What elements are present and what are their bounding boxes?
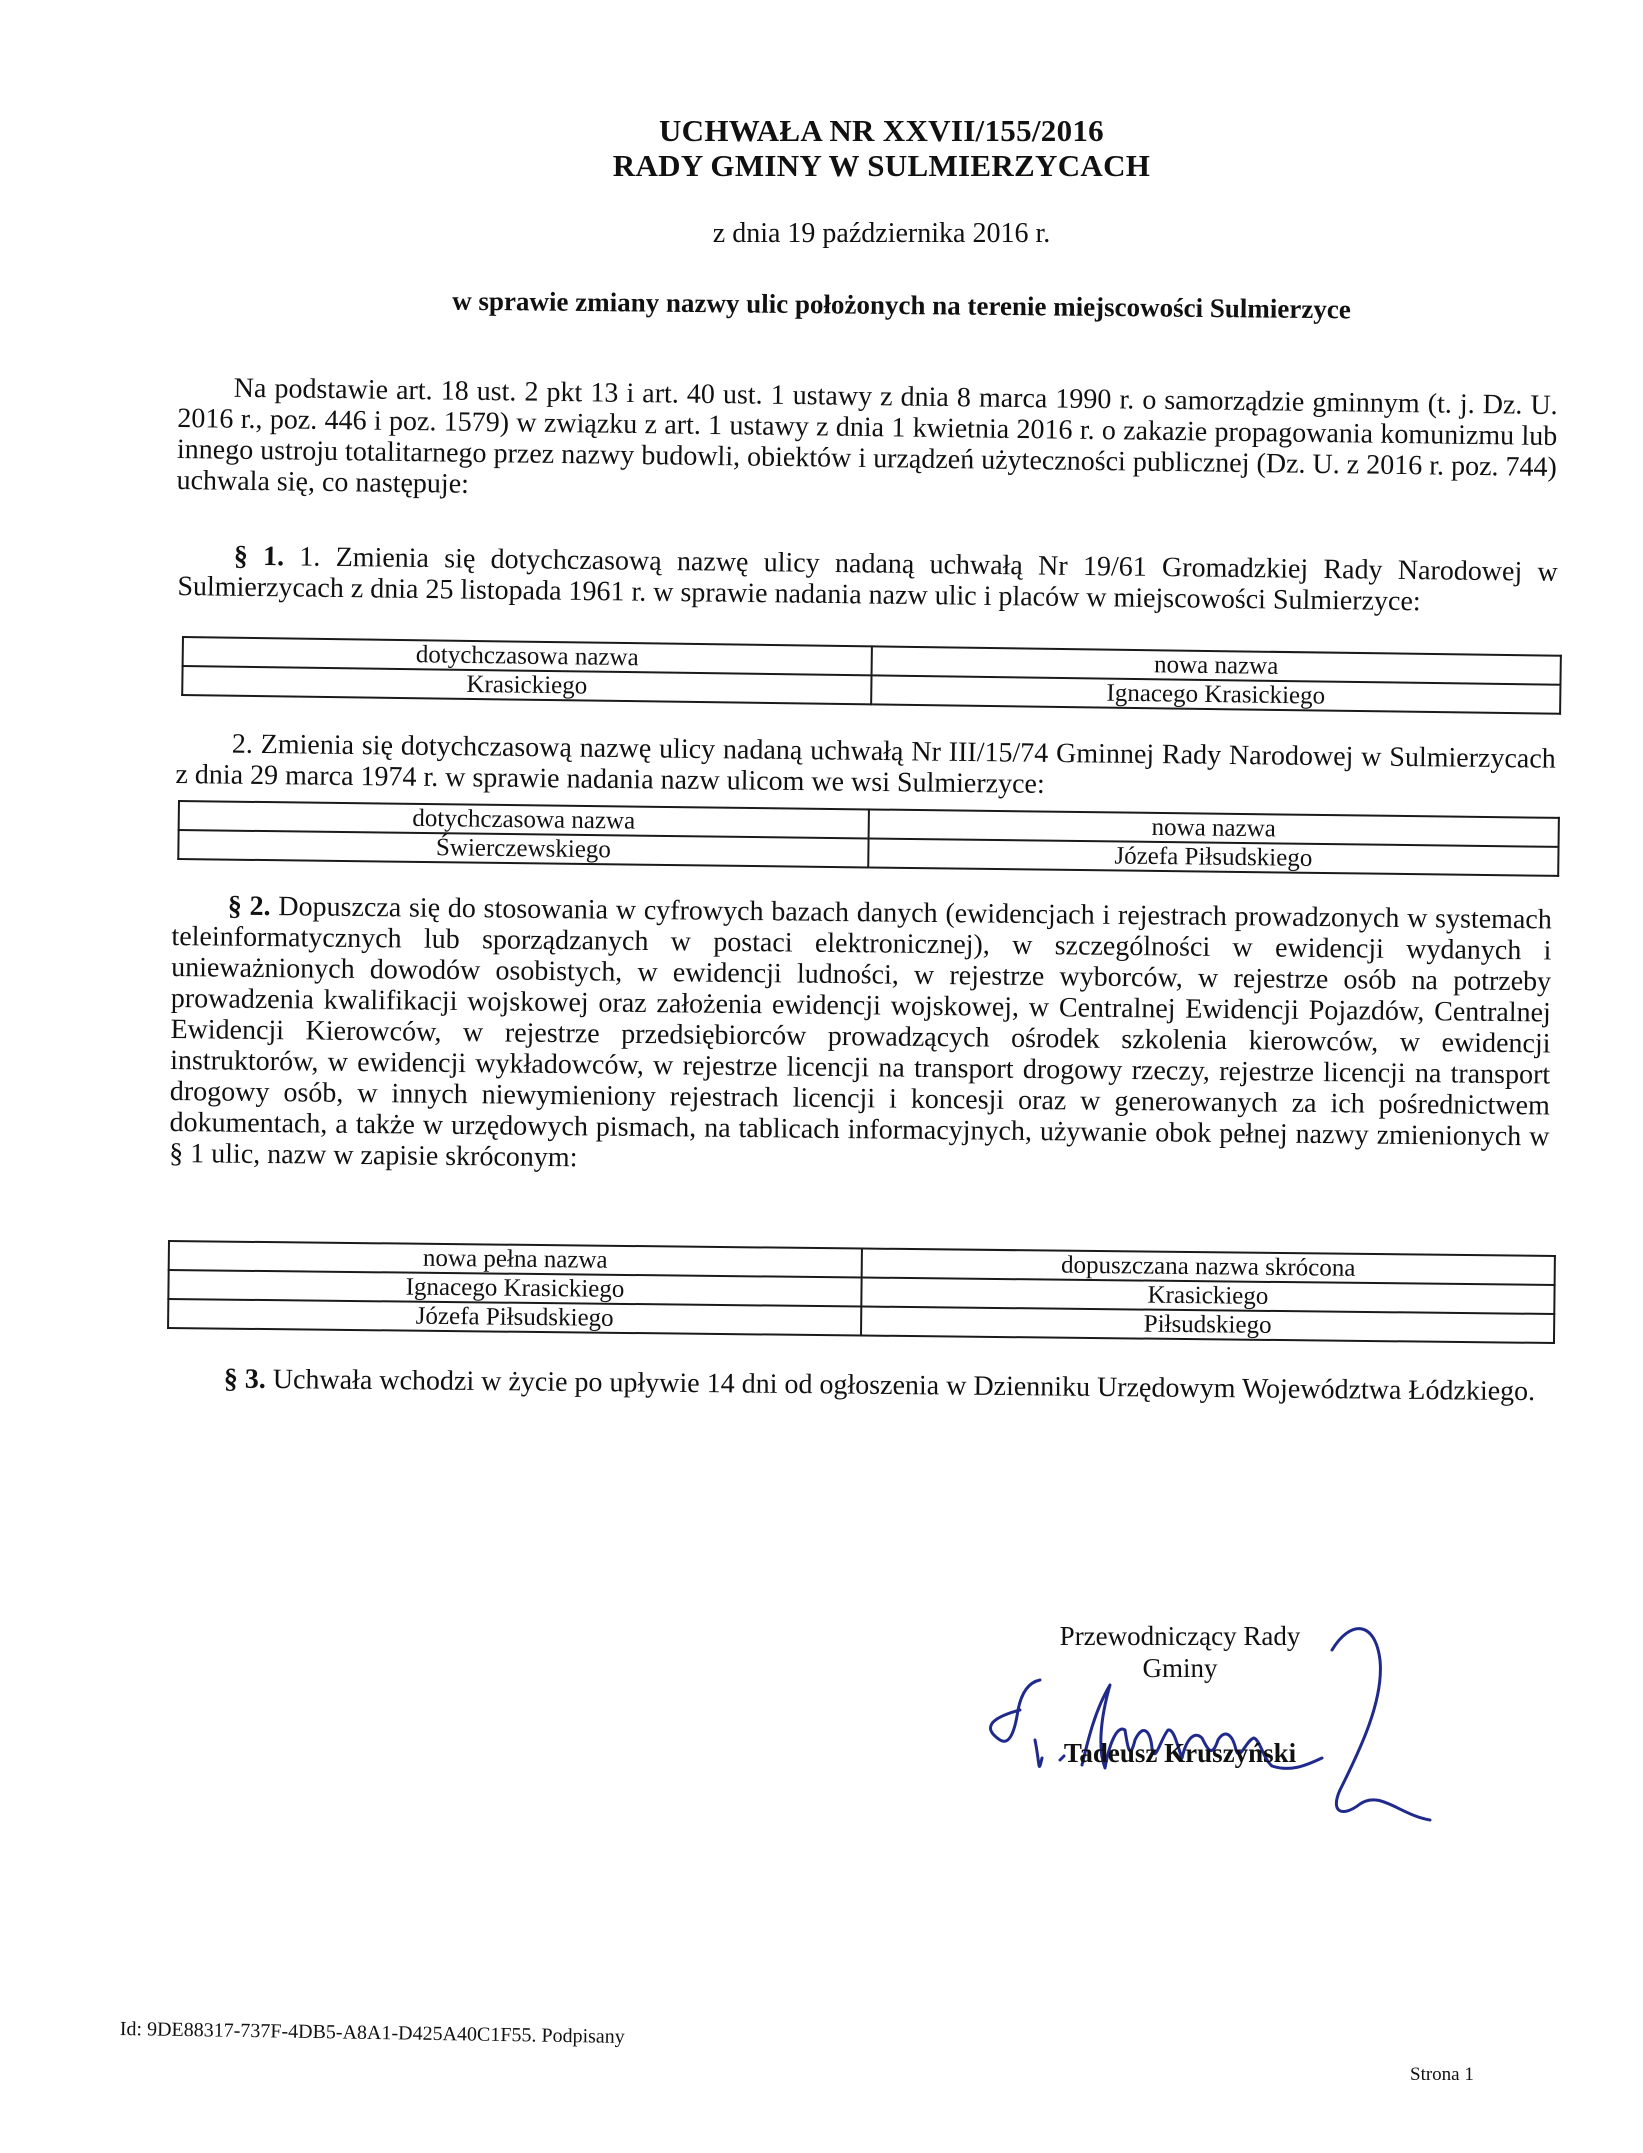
page-number: Strona 1 <box>1410 2064 1474 2085</box>
table-1-header-old: dotychczasowa nazwa <box>183 637 872 675</box>
section-3-marker: § 3. <box>223 1363 266 1395</box>
resolution-subject: w sprawie zmiany nazwy ulic położonych na terenie miejscowości Sulmierzyce <box>452 285 1351 325</box>
signature-block <box>1010 1620 1350 1769</box>
resolution-date: z dnia 19 października 2016 r. <box>712 218 1051 249</box>
section-1-point-2: 2. Zmienia się dotychczasową nazwę ulicy nadaną uchwałą Nr III/15/74 Gminnej Rady Narodowej w Sulmierzycach z dnia 29 marca 1974 r. w sprawie nadania nazw ulicom we wsi Sulmierzyce: <box>175 728 1556 800</box>
table-3-short-name: Krasickiego <box>861 1278 1554 1314</box>
section-1-marker: § 1. <box>233 540 285 573</box>
table-1-old-name: Krasickiego <box>182 666 871 704</box>
table-1-header-new: nowa nazwa <box>872 646 1561 684</box>
table-2-header-new: nowa nazwa <box>869 809 1559 846</box>
table-3-full-name: Ignacego Krasickiego <box>168 1270 861 1306</box>
table-3-header-short: dopuszczana nazwa skrócona <box>862 1249 1555 1285</box>
section-2-marker: § 2. <box>227 890 271 923</box>
table-1-new-name: Ignacego Krasickiego <box>871 675 1560 713</box>
street-rename-table-1 <box>181 636 1562 715</box>
section-3-paragraph <box>168 1363 1548 1407</box>
signatory-title-line-1: Przewodniczący Rady <box>1059 1621 1301 1651</box>
table-3-header-full: nowa pełna nazwa <box>169 1241 862 1277</box>
document-id-footer: Id: 9DE88317-737F-4DB5-A8A1-D425A40C1F55. Podpisany <box>119 2018 625 2048</box>
section-3-text: Uchwała wchodzi w życie po upływie 14 dni od ogłoszenia w Dzienniku Urzędowym Województwa Łódzkiego. <box>272 1364 1536 1408</box>
table-2-new-name: Józefa Piłsudskiego <box>868 838 1558 875</box>
resolution-number: UCHWAŁA NR XXVII/155/2016 <box>659 113 1104 148</box>
abbreviated-names-table <box>167 1240 1556 1344</box>
section-1-point-1-text: 1. Zmienia się dotychczasową nazwę ulicy nadaną uchwałą Nr 19/61 Gromadzkiej Rady Narodowej w Sulmierzycach z dnia 25 listopada 1961 r. w sprawie nadania nazw ulic i placów w miejscowości Sulmierzyce: <box>177 541 1558 618</box>
table-2-header-old: dotychczasowa nazwa <box>179 801 869 838</box>
section-2-paragraph <box>169 890 1552 1183</box>
table-2-old-name: Świerczewskiego <box>178 830 868 867</box>
council-name: RADY GMINY W SULMIERZYCACH <box>612 148 1151 183</box>
section-2-text: Dopuszcza się do stosowania w cyfrowych bazach danych (ewidencjach i rejestrach prowadzonych w systemach teleinformatycznych lub sporządzanych w postaci elektronicznej), w szczególności w ewidencji wydanych i unieważnionych dowodów osobistych, w ewidencji ludności, w rejestrze wyborców, w rejestrze osób na potrzeby prowadzenia kwalifikacji wojskowej oraz założenia ewidencji wojskowej, w Centralnej Ewidencji Pojazdów, Centralnej Ewidencji Kierowców, w rejestrze przedsiębiorców prowadzących ośrodek szkolenia kierowców, w ewidencji instruktorów, w ewidencji wykładowców, w rejestrze licencji na transport drogowy rzeczy, rejestrze licencji na transport drogowy osób, w innych niewymieniony rejestrach licencji i koncesji oraz w generowanych za ich pośrednictwem dokumentach, a także w urzędowych pismach, na tablicach informacyjnych, używanie obok pełnej nazwy zmienionych w § 1 ulic, nazw w zapisie skróconym: <box>169 891 1552 1174</box>
table-3-full-name: Józefa Piłsudskiego <box>168 1299 861 1335</box>
signatory-name: Tadeusz Kruszyński <box>1063 1738 1297 1768</box>
section-1-point-1 <box>177 540 1558 619</box>
table-3-short-name: Piłsudskiego <box>861 1307 1554 1343</box>
signatory-title-line-2: Gminy <box>1142 1653 1218 1683</box>
street-rename-table-2 <box>177 800 1560 877</box>
legal-basis-paragraph: Na podstawie art. 18 ust. 2 pkt 13 i art. 40 ust. 1 ustawy z dnia 8 marca 1990 r. o samorządzie gminnym (t. j. Dz. U. 2016 r., poz. 446 i poz. 1579) w związku z art. 1 ustawy z dnia 1 kwietnia 2016 r. o zakazie propagowania komunizmu lub innego ustroju totalitarnego przez nazwy budowli, obiektów i urządzeń użyteczności publicznej (Dz. U. z 2016 r. poz. 744) uchwala się, co następuje: <box>176 372 1558 500</box>
